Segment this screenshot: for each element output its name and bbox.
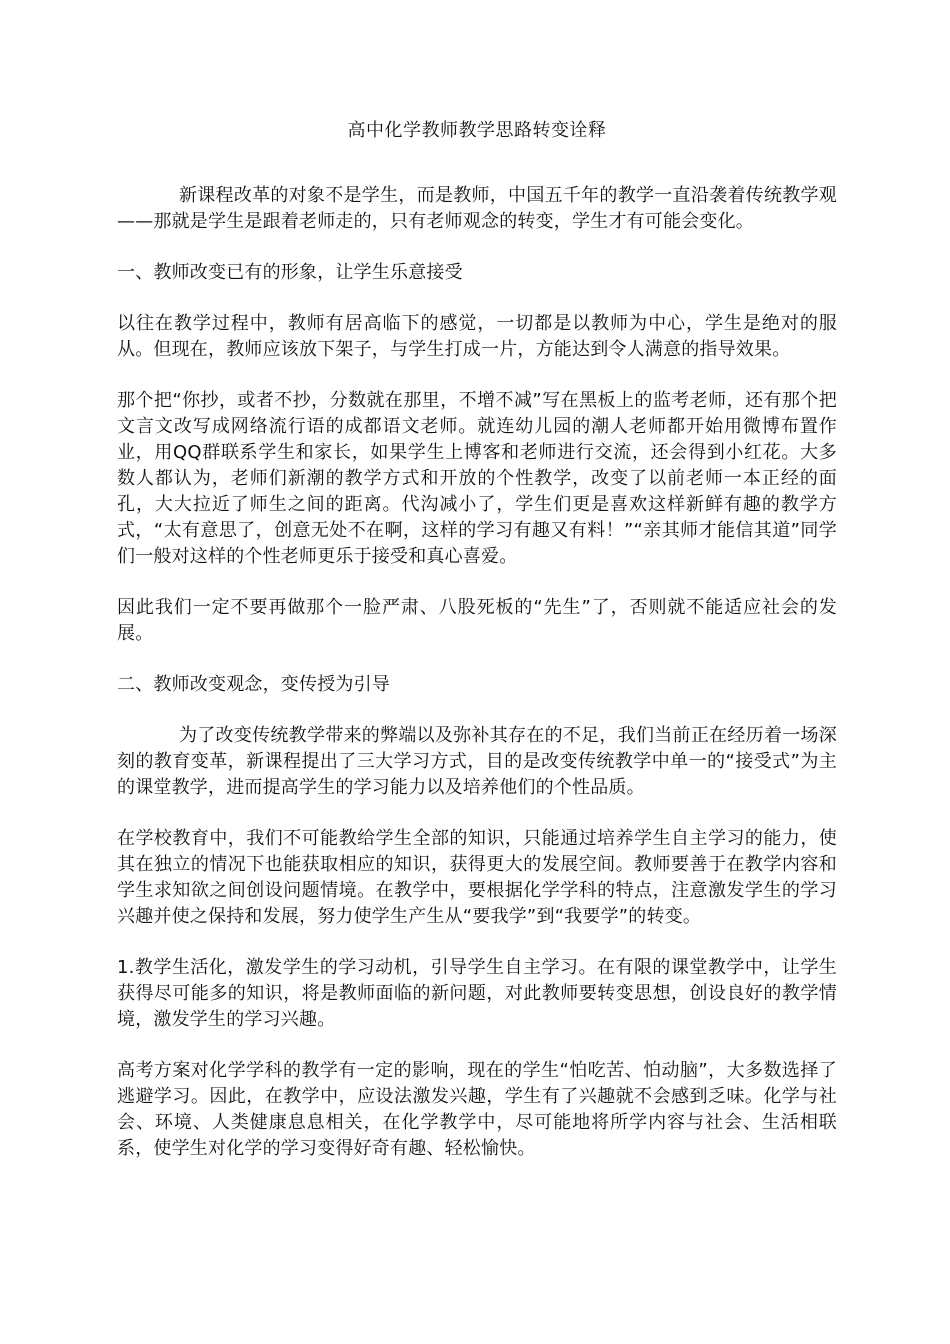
document-page [117,118,837,1187]
paragraph-2: 以往在教学过程中，教师有居高临下的感觉，一切都是以教师为中心，学生是绝对的服从。但现在，教师应该放下架子，与学生打成一片，方能达到令人满意的指导效果。 [117,313,837,360]
paragraph-8: 高考方案对化学学科的教学有一定的影响，现在的学生“怕吃苦、怕动脑”，大多数选择了逃避学习。因此，在教学中，应设法激发兴趣，学生有了兴趣就不会感到乏味。化学与社会、环境、人类健康息息相关，在化学教学中，尽可能地将所学内容与社会、生活相联系，使学生对化学的学习变得好奇有趣、轻松愉快。 [117,1060,837,1159]
section-heading-1: 一、教师改变已有的形象，让学生乐意接受 [117,262,463,283]
paragraph-6: 在学校教育中，我们不可能教给学生全部的知识，只能通过培养学生自主学习的能力，使其在独立的情况下也能获取相应的知识，获得更大的发展空间。教师要善于在教学内容和学生求知欲之间创设问题情境。在教学中，要根据化学学科的特点，注意激发学生的学习兴趣并使之保持和发展，努力使学生产生从“要我学”到“我要学”的转变。 [117,828,837,927]
paragraph-4: 因此我们一定不要再做那个一脸严肃、八股死板的“先生”了，否则就不能适应社会的发展。 [117,597,837,644]
paragraph-3: 那个把“你抄，或者不抄，分数就在那里，不增不减”写在黑板上的监考老师，还有那个把文言文改写成网络流行语的成都语文老师。就连幼儿园的潮人老师都开始用微博布置作业，用QQ群联系学生和家长，如果学生上博客和老师进行交流，还会得到小红花。大多数人都认为，老师们新潮的教学方式和开放的个性教学，改变了以前老师一本正经的面孔，大大拉近了师生之间的距离。代沟减小了，学生们更是喜欢这样新鲜有趣的教学方式，“太有意思了，创意无处不在啊，这样的学习有趣又有料！”“亲其师才能信其道”同学们一般对这样的个性老师更乐于接受和真心喜爱。 [117,390,837,567]
section-heading-2: 二、教师改变观念，变传授为引导 [117,674,390,695]
paragraph-7: 1.教学生活化，激发学生的学习动机，引导学生自主学习。在有限的课堂教学中，让学生获得尽可能多的知识，将是教师面临的新问题，对此教师要转变思想，创设良好的教学情境，激发学生的学习兴趣。 [117,957,837,1030]
intro-paragraph: 新课程改革的对象不是学生，而是教师，中国五千年的教学一直沿袭着传统教学观——那就是学生是跟着老师走的，只有老师观念的转变，学生才有可能会变化。 [117,185,837,232]
document-title: 高中化学教师教学思路转变诠释 [347,120,607,141]
paragraph-5: 为了改变传统教学带来的弊端以及弥补其存在的不足，我们当前正在经历着一场深刻的教育变革，新课程提出了三大学习方式，目的是改变传统教学中单一的“接受式”为主的课堂教学，进而提高学生的学习能力以及培养他们的个性品质。 [117,725,837,798]
